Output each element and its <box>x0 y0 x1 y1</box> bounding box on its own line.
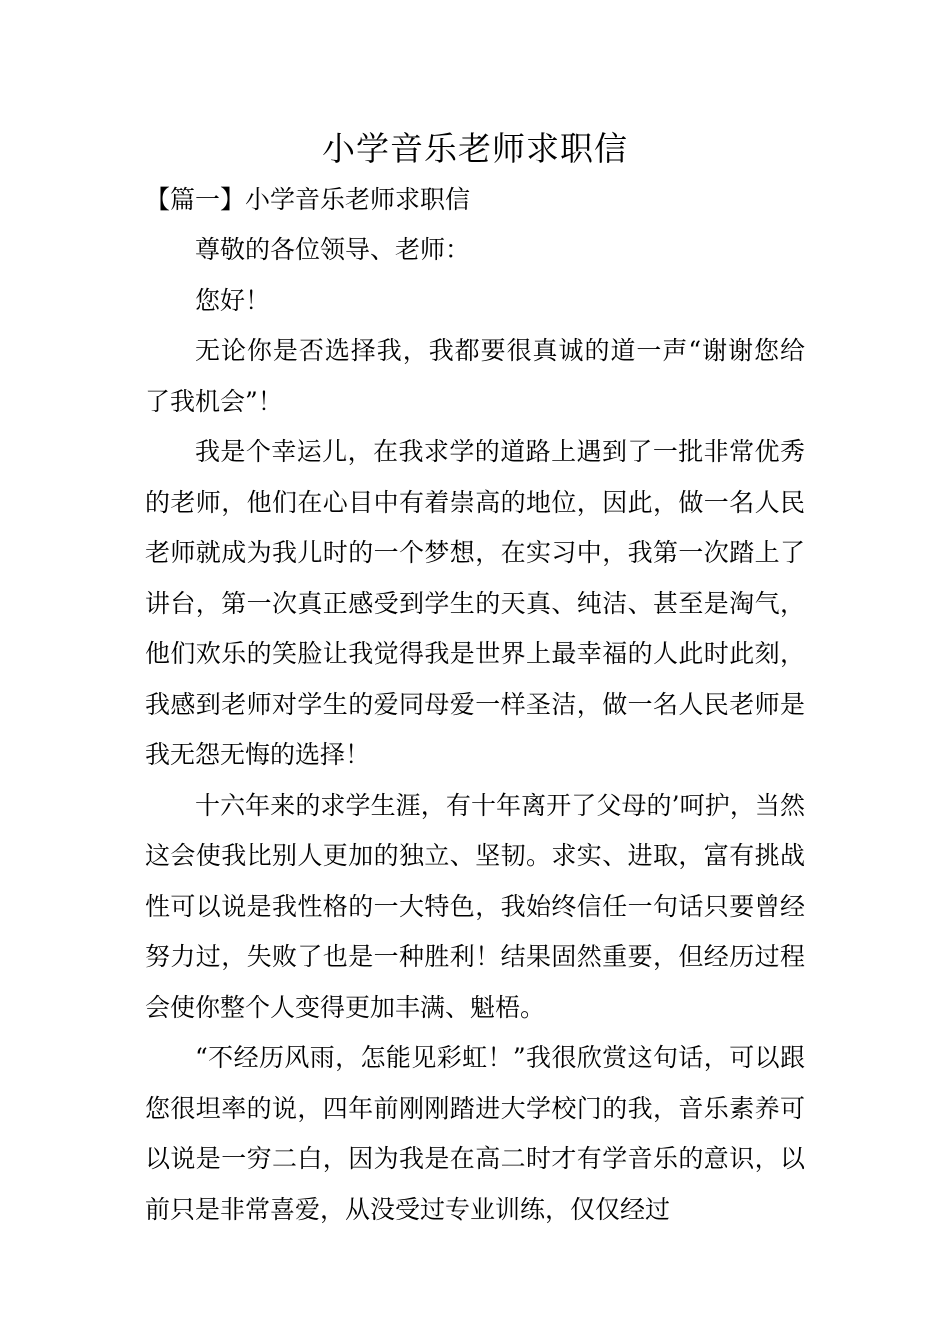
document-title: 小学音乐老师求职信 <box>322 129 628 168</box>
salutation-paragraph: 尊敬的各位领导、老师： <box>195 235 471 264</box>
body-paragraph: 我是个幸运儿，在我求学的道路上遇到了一批非常优秀的老师，他们在心目中有着崇高的地位，因此，做一名人民老师就成为我儿时的一个梦想，在实习中，我第一次踏上了讲台，第一次真正感受到学生的天真、纯洁、甚至是淘气，他们欢乐的笑脸让我觉得我是世界上最幸福的人此时此刻，我感到老师对学生的爱同母爱一样圣洁，做一名人民老师是我无怨无悔的选择！ <box>145 437 805 769</box>
body-paragraph: 十六年来的求学生涯，有十年离开了父母的’呵护，当然这会使我比别人更加的独立、坚韧。求实、进取，富有挑战性可以说是我性格的一大特色，我始终信任一句话只要曾经努力过，失败了也是一种胜利！结果固然重要，但经历过程会使你整个人变得更加丰满、魁梧。 <box>145 790 805 1022</box>
body-paragraph: 无论你是否选择我，我都要很真诚的道一声“谢谢您给了我机会”！ <box>145 336 805 416</box>
section-heading: 【篇一】小学音乐老师求职信 <box>145 185 471 214</box>
body-paragraph: “不经历风雨，怎能见彩虹！”我很欣赏这句话，可以跟您很坦率的说，四年前刚刚踏进大学校门的我，音乐素养可以说是一穷二白，因为我是在高二时才有学音乐的意识，以前只是非常喜爱，从没受过专业训练，仅仅经过 <box>145 1043 805 1224</box>
greeting-paragraph: 您好！ <box>195 285 271 315</box>
document-body <box>145 175 805 1235</box>
